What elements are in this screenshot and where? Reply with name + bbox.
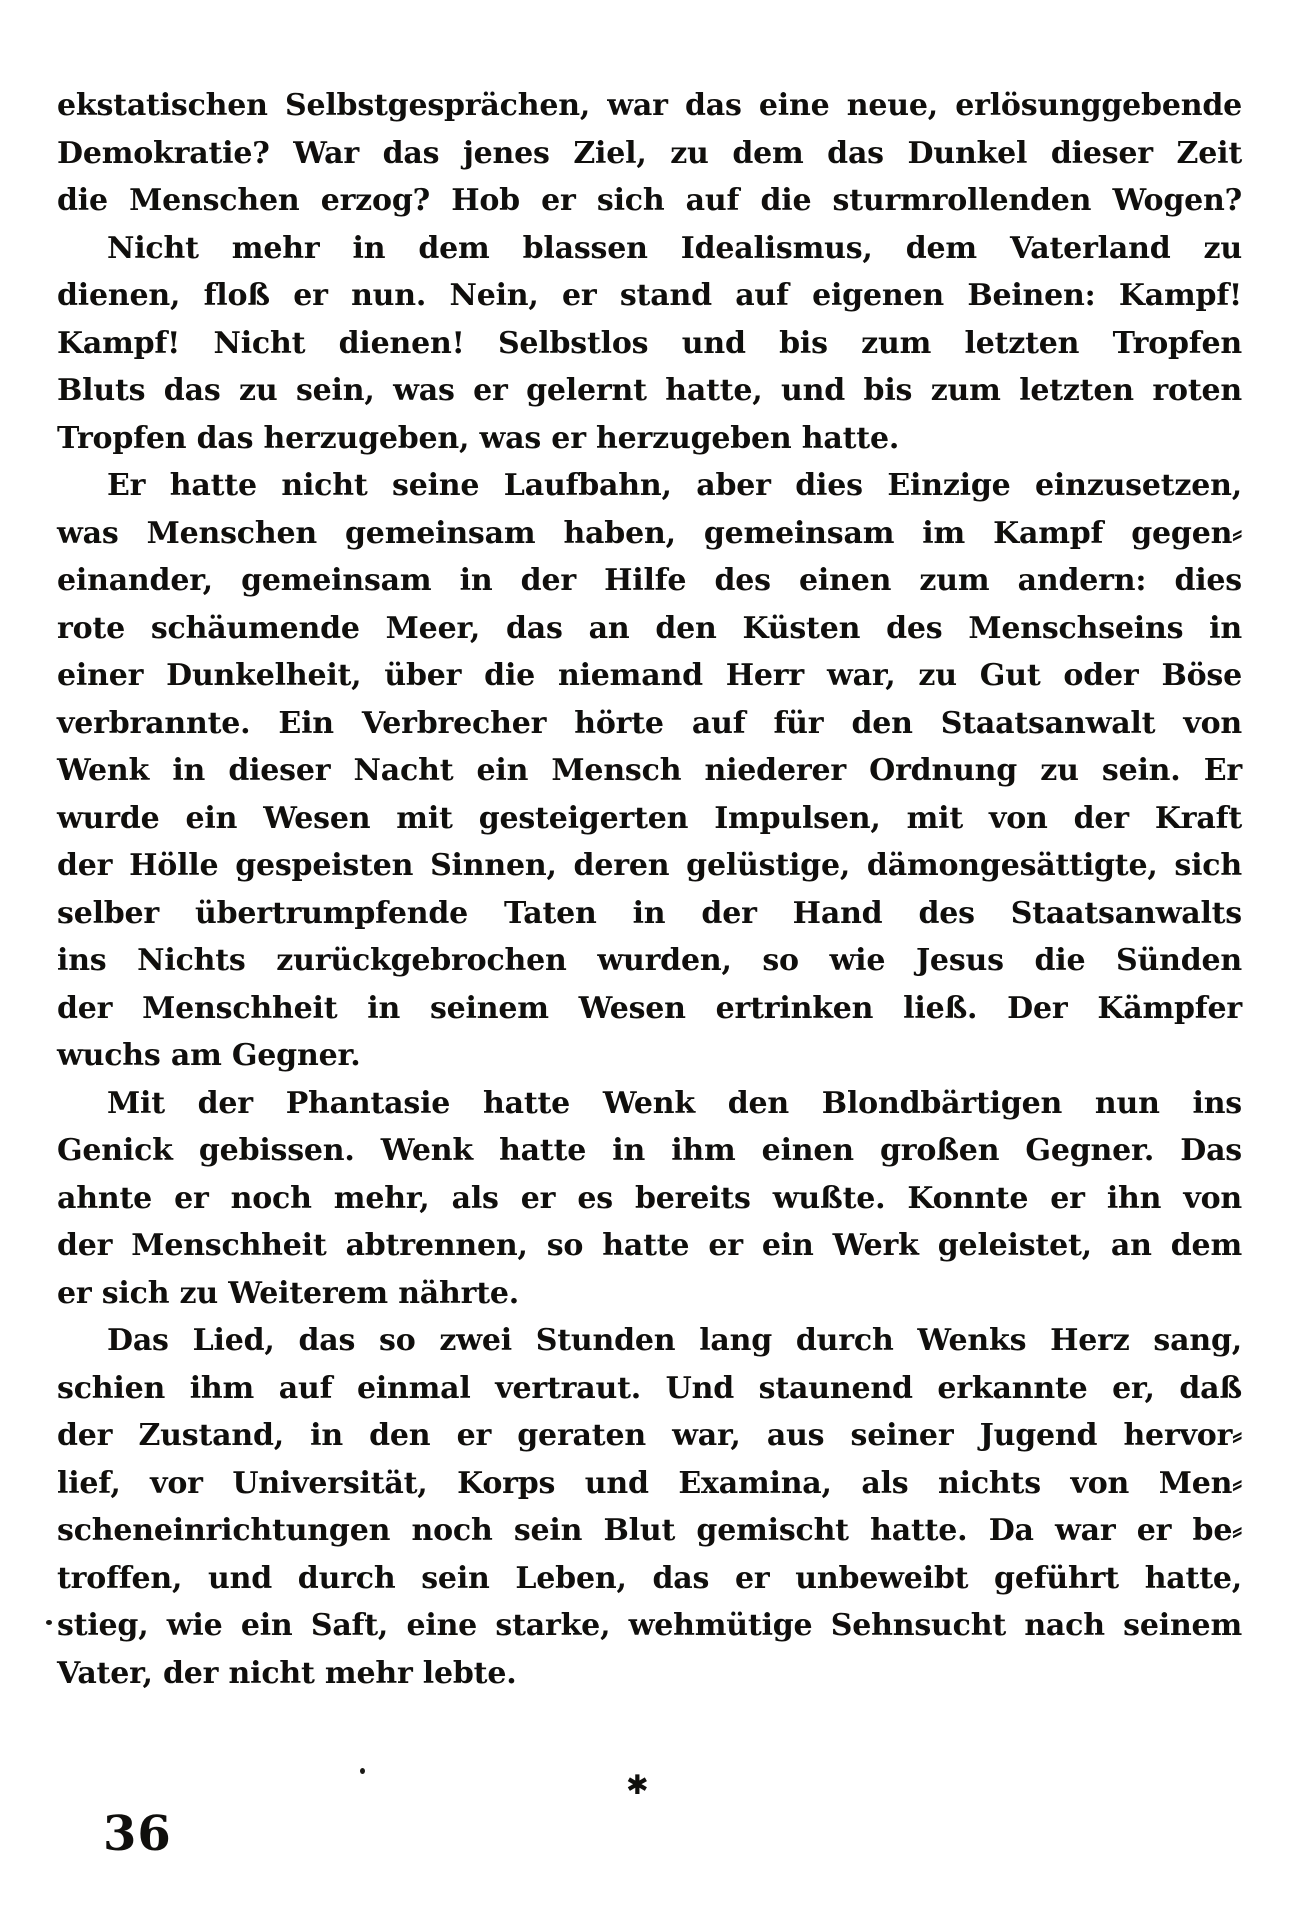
text-line: Demokratie? War das jenes Ziel, zu dem das Dunkel dieser Zeit — [57, 135, 1242, 171]
text-line: Nicht mehr in dem blassen Idealismus, dem Vaterland zu — [107, 230, 1242, 266]
text-line: wuchs am Gegner. — [57, 1038, 361, 1073]
paragraph — [57, 462, 1242, 1080]
text-line: die Menschen erzog? Hob er sich auf die sturmrollenden Wogen? — [57, 183, 1242, 218]
text-line: verbrannte. Ein Verbrecher hörte auf für den Staatsanwalt von — [57, 705, 1242, 741]
text-line: wurde ein Wesen mit gesteigerten Impulsen, mit von der Kraft — [57, 800, 1242, 836]
page-number: 36 — [103, 1806, 172, 1862]
text-line: Vater, der nicht mehr lebte. — [57, 1655, 517, 1691]
text-line: selber übertrumpfende Taten in der Hand des Staatsanwalts — [57, 895, 1242, 931]
text-line: stieg, wie ein Saft, eine starke, wehmütige Sehnsucht nach seinem — [57, 1608, 1242, 1643]
text-line: Genick gebissen. Wenk hatte in ihm einen großen Gegner. Das — [57, 1133, 1242, 1168]
text-line: der Zustand, in den er geraten war, aus seiner Jugend hervor⸗ — [57, 1418, 1242, 1453]
text-line: Kampf! Nicht dienen! Selbstlos und bis zum letzten Tropfen — [57, 325, 1242, 361]
text-line: der Hölle gespeisten Sinnen, deren gelüstige, dämongesättigte, sich — [57, 848, 1242, 883]
paragraph — [57, 1317, 1242, 1697]
text-line: scheneinrichtungen noch sein Blut gemischt hatte. Da war er be⸗ — [57, 1513, 1242, 1548]
paragraph — [57, 82, 1242, 225]
text-line: der Menschheit abtrennen, so hatte er ein Werk geleistet, an dem — [57, 1228, 1242, 1263]
text-line: ahnte er noch mehr, als er es bereits wußte. Konnte er ihn von — [57, 1180, 1242, 1216]
text-line: Das Lied, das so zwei Stunden lang durch Wenks Herz sang, — [107, 1323, 1242, 1358]
paragraph — [57, 1080, 1242, 1318]
text-line: einander, gemeinsam in der Hilfe des einen zum andern: dies — [57, 563, 1242, 598]
text-line: troffen, und durch sein Leben, das er unbeweibt geführt hatte, — [57, 1560, 1242, 1596]
text-line: rote schäumende Meer, das an den Küsten des Menschseins in — [57, 610, 1242, 646]
text-line: Wenk in dieser Nacht ein Mensch niederer Ordnung zu sein. Er — [57, 753, 1242, 788]
text-line: ekstatischen Selbstgesprächen, war das eine neue, erlösunggebende — [57, 88, 1242, 123]
paragraph — [57, 225, 1242, 463]
text-line: lief, vor Universität, Korps und Examina, als nichts von Men⸗ — [57, 1465, 1242, 1501]
text-line: einer Dunkelheit, über die niemand Herr war, zu Gut oder Böse — [57, 658, 1242, 693]
text-line: Mit der Phantasie hatte Wenk den Blondbärtigen nun ins — [107, 1085, 1242, 1121]
page-text — [57, 82, 1242, 1697]
text-line: ins Nichts zurückgebrochen wurden, so wie Jesus die Sünden — [57, 943, 1242, 978]
section-divider-ornament: ✱ — [626, 1770, 649, 1801]
text-line: dienen, floß er nun. Nein, er stand auf eigenen Beinen: Kampf! — [57, 278, 1242, 313]
text-line: Er hatte nicht seine Laufbahn, aber dies Einzige einzusetzen, — [107, 468, 1242, 503]
text-line: schien ihm auf einmal vertraut. Und staunend erkannte er, daß — [57, 1370, 1242, 1406]
text-line: Tropfen das herzugeben, was er herzugeben hatte. — [57, 420, 900, 456]
text-line: der Menschheit in seinem Wesen ertrinken ließ. Der Kämpfer — [57, 990, 1242, 1026]
ink-speck — [46, 1620, 52, 1625]
text-line: was Menschen gemeinsam haben, gemeinsam im Kampf gegen⸗ — [57, 515, 1242, 551]
ink-speck — [360, 1768, 365, 1774]
text-line: er sich zu Weiterem nährte. — [57, 1275, 520, 1311]
text-line: Bluts das zu sein, was er gelernt hatte, und bis zum letzten roten — [57, 373, 1242, 408]
